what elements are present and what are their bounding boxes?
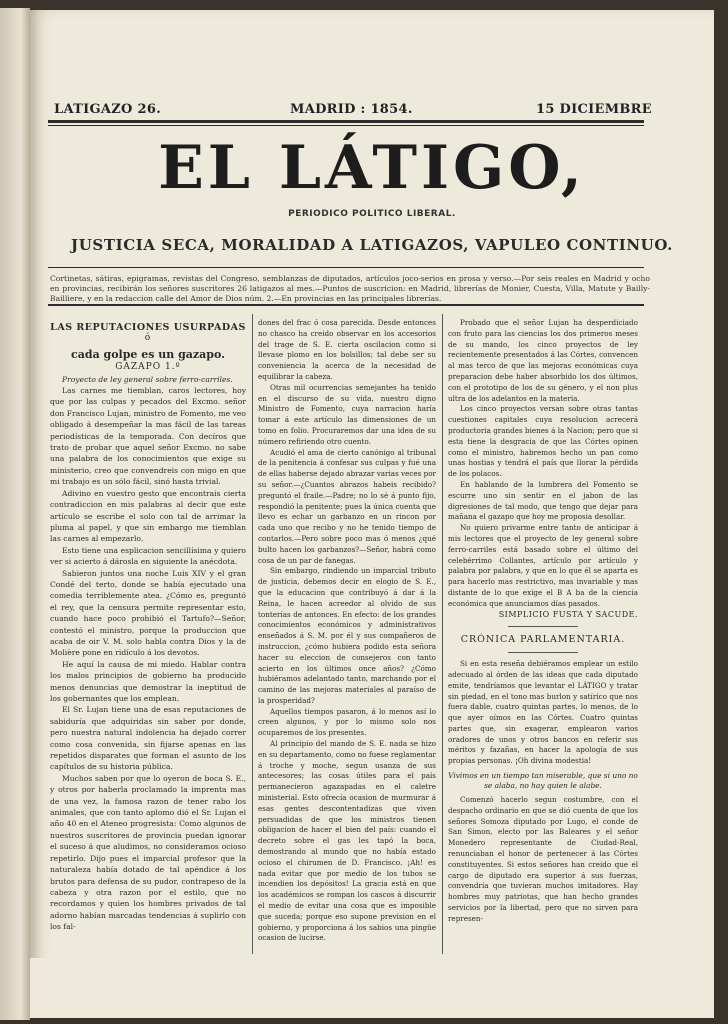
- article-paragraph: He aquí la causa de mi miedo. Hablar contra los malos principios de gobierno ha producido menos denuncias que demostrar la ineptitud de los gobernantes que los emplean.: [50, 659, 246, 703]
- article-paragraph: Los cinco proyectos versan sobre otras tantas cuestiones capitales cuya resolucion acrecerá productoria grandes bienes á la Nacion; pero que si esta tiene la desgracia de que las Córtes opinen como el ministro, habremos hecho un pan como unas hostias y tendrá el país que llorar la pérdida de los polacos.: [448, 404, 638, 479]
- article-paragraph: Probado que el señor Lujan ha desperdiciado con fruto para las ciencias los dos primeros meses de su mando, los cinco proyectos de ley recientemente presentados á las Córtes, convencen al mas terco de que las mejoras económicas cuya preparacion debe haber absorbido los dos últimos, con el prototipo de los de su género, y el non plus ultra de los adelantos en la materia.: [448, 318, 638, 403]
- article-paragraph: En hablando de la lumbrera del Fomento se escurre uno sin sentir en el jabon de las digresiones de tal modo, que tengo que dejar para mañana el gazapo que hoy me proposia desollar.: [448, 479, 638, 522]
- article-paragraph: dones del frac ó cosa parecida. Desde entonces no chasco ha creido observar en los accesorios del trage de S. E. cierta oscilacion como si llevase plomo en los bolsillos; tal debe ser su conveniencia la acerca de la necesidad de equilibrar la cabeza.: [258, 318, 436, 381]
- column-1: [50, 318, 246, 933]
- article-subheading: cada golpe es un gazapo.: [71, 347, 225, 361]
- issue-day: 15 DICIEMBRE: [536, 102, 652, 117]
- column-2: [258, 318, 436, 944]
- article-paragraph: Sabieron juntos una noche Luis XIV y el gran Condé del terto, donde se había ejecutado una comedia terriblemente atea. ¿Cómo es, preguntó el rey, que la censura permite representar esto, cuando hace poco prohibió el Tartufo?—Señor, contestó el ministro, porque la produccion que acaba de oir V. M. solo habla contra Dios y la de Molière pone en ridículo á los devotos.: [50, 568, 246, 658]
- article-paragraph: Al principio del mando de S. E. nada se hizo en su departamento, como no fuese reglamentar á troche y moche, segun usanza de sus antecesores; las cosas útiles para el país permanecieron agazapadas en el caletre ministerial. Esto ofrecía ocasion de murmurar á esas gentes descontentadizas que viven persuadidas de que los ministros tienen obligacion de hacer el bien del país: cuando el decreto sobre el gas les tapó la boca, demostrando al mundo que no había estado ocioso el chirumen de D. Francisco. ¡Ah! es nada evitar que por medio de los tubos se incendien los depósitos! La gracia está en que los académicos se rompan los cascos á discurrir el medio de evitar una cosa que es imposible que suceda; porque eso supone prevision en el gobierno, y proporciona á los sabios una pingüe ocasion de lucirse.: [258, 739, 436, 943]
- article-paragraph: Las carnes me tiemblan, caros lectores, hoy que por las culpas y pecados del Excmo. señor don Francisco Lujan, ministro de Fomento, me veo obligado á desempeñar la mas fácil de las tareas periodísticas de la temporada. Con decíros que trato de probar que aquel señor Excmo. no sabe una palabra de los conocimientos que exige su ministerio, creo que convendreis con migo en que mi trabajo es un sólo fácil, sinó hasta trivial.: [50, 386, 246, 487]
- article-paragraph: No quiero privarme entre tanto de anticipar á mis lectores que el proyecto de ley general sobre ferro-carriles está basado sobre el último del celebérrimo Collantes, artículo por artículo y palabra por palabra, y que en lo que él se aparta es para hacerlo mas restrictivo, mas invariable y mas distante de lo que exige el B A ba de la ciencia económica que anunciamos días pasados.: [448, 523, 638, 608]
- column-divider-2: [442, 314, 443, 954]
- author-signature: SIMPLICIO FUSTA Y SACUDE.: [498, 609, 638, 619]
- newspaper-page: [30, 10, 714, 1018]
- notice-rule-top: [48, 267, 644, 268]
- subscription-notice: Cortinetas, sátiras, epigramas, revistas del Congreso, semblanzas de diputados, artículos joco-serios en prosa y verso.—Por seis reales en Madrid y ocho en provincias, recibirán los señores suscritores 26 latigazos al mes.—Puntos de suscricion: en Madrid, librerías de Monier, Cuesta, Villa, Matute y Bailly-Bailliere, y en la redaccion calle del Amor de Dios núm. 2.—En provincias en las principales librerías.: [50, 274, 650, 303]
- gazapo-label: GAZAPO 1.º: [115, 362, 181, 373]
- place-date: MADRID : 1854.: [290, 102, 413, 117]
- masthead-motto: JUSTICIA SECA, MORALIDAD A LATIGAZOS, VAPULEO CONTINUO.: [71, 236, 673, 254]
- section-rule: [508, 626, 578, 627]
- article-paragraph: Si en esta reseña debiéramos emplear un estilo adecuado al órden de las ideas que cada diputado emite, tendríamos que levantar el LÁTIGO y tratar sin piedad, en el tono mas burlon y satírico que nos fuera dable, cuatro quintas partes, lo menos, de lo que ayer oímos en las Córtes. Cuatro quintas partes que, sin exagerar, emplearon varios oradores de unos y otros bancos en referir sus méritos y fazañas, en hacer la apología de sus propias personas. ¡Oh divina modestia!: [448, 659, 638, 766]
- masthead-title: EL LÁTIGO,: [158, 133, 586, 203]
- top-rule-thin: [48, 125, 644, 126]
- article-paragraph: Esto tiene una esplicacion sencillísima y quiero ver si acierto á dárosla en siguiente la anécdota.: [50, 545, 246, 567]
- article-heading: LAS REPUTACIONES USURPADAS: [50, 322, 246, 333]
- article-paragraph: Sin embargo, rindiendo un imparcial tributo de justicia, debemos decir en elogio de S. E., que la educacion que contribuyó á dar á la Reina, le hacen acreedor al olvido de sus tonterías de antonces. En efecto: de los grandes conocimientos económicos y administrativos enseñados á S. M. por él y sus compañeros de instruccion, ¿cómo hubiera podido esta señora hacer su eleccion de consejeros con tanto acierto en los últimos once años? ¿Cómo hubiéramos adelantado tanto, marchando por el camino de las mejoras materiales al paraíso de la prosperidad?: [258, 566, 436, 705]
- article-paragraph: Adivino en vuestro gesto que encontrais cierta contradiccion en mis palabras al decir que este artículo se escribe el solo con tal de arrimar la pluma al papel, y que sin embargo me tiemblan las carnes al empezarlo.: [50, 488, 246, 544]
- masthead-subtitle: PERIODICO POLITICO LIBERAL.: [288, 209, 456, 219]
- project-title: Proyecto de ley general sobre ferro-carriles.: [62, 374, 233, 384]
- article-paragraph: Acudió el ama de cierto canónigo al tribunal de la penitencia á confesar sus culpas y fué una de ellas haberse dejado abrazar varias veces por su señor.—¿Cuantos abrazos habeis recibido? preguntó el fraile.—Padre; no lo sé á punto fijo, respondió la penitente; pues la única cuenta que llevo es echar un garbanzo en un rincon por cada uno que recibo y no he tenido tiempo de contarlos.—Pero sobre poco mas ó menos ¿qué bulto hacen los garbanzos?—Señor, habrá como cosa de un par de fanegas.: [258, 447, 436, 565]
- article-connector: ó: [144, 333, 152, 344]
- article-paragraph: Comenzó hacerlo segun costumbre, con el despacho ordinario en que se dió cuenta de que los señores Somoza diputado por Lugo, el conde de San Simon, electo por las Baleares y el señor Monedero representante de Ciudad-Real, renunciaban el honor de pertenecer á las Córtes constituyentes. Si estos señores han creido que el cargo de diputado era superior á sus fuerzas, convendría que tuvieran muchos imitadores. Hay hombres muy patriotas, que han hecho grandes servicios por la libertad, pero que no sirven para represen-: [448, 795, 638, 923]
- column-divider-1: [252, 314, 253, 954]
- top-rule: [48, 120, 644, 123]
- adjacent-page-edge: [0, 8, 30, 1020]
- section-rule: [508, 652, 578, 653]
- quote: Vivimos en un tiempo tan miserable, que si uno no se alaba, no hay quien le alabe.: [448, 771, 638, 791]
- column-3: [448, 318, 638, 925]
- article-paragraph: Aquellos tiempos pasaron, á lo menos así lo creen algunos, y por lo mismo solo nos ocuparemos de los presentes.: [258, 706, 436, 738]
- article-paragraph: El Sr. Lujan tiene una de esas reputaciones de sabiduría que adquiridas sin saber por donde, pero nuestra natural indolencia ha dejado correr como cosa convenida, sin fijarse apenas en las repetidos disparates que forman el asunto de los capítulos de su historia pública.: [50, 705, 246, 772]
- page-bottom-margin: [30, 958, 714, 1018]
- section-title: CRÓNICA PARLAMENTARIA.: [460, 634, 626, 646]
- notice-rule-bottom: [48, 304, 644, 306]
- article-paragraph: Muchos saben por que lo oyeron de boca S. E., y otros por haberla proclamado la imprenta mas de una vez, la famosa razon de tener rabo los animales, que con tanto aplomo dió el Sr. Lujan el año 40 en el Ateneo progresista: Como algunos de nuestros suscritores de provincia puedan ignorar el suceso á que aludimos, no consideramos ocioso repetirlo. Dijo pues el imparcial profesor que la naturaleza había dotado de tal apéndice á los brutos para defensa de su pudor, contrapeso de la cabeza y otra razon por el estilo, que no recordamos y quien los hombres privados de tal adorno habían marcadas tendencias á suplirlo con los fal-: [50, 773, 246, 932]
- issue-number: LATIGAZO 26.: [54, 102, 162, 117]
- article-paragraph: Otras mil ocurrencias semejantes ha tenido en el discurso de su vida, nuestro digno Ministro de Fomento, cuya narracion haría tomar á este artículo las dimensiones de un tomo en folio. Procuraremos dar una idea de su número refiriendo otro cuento.: [258, 382, 436, 446]
